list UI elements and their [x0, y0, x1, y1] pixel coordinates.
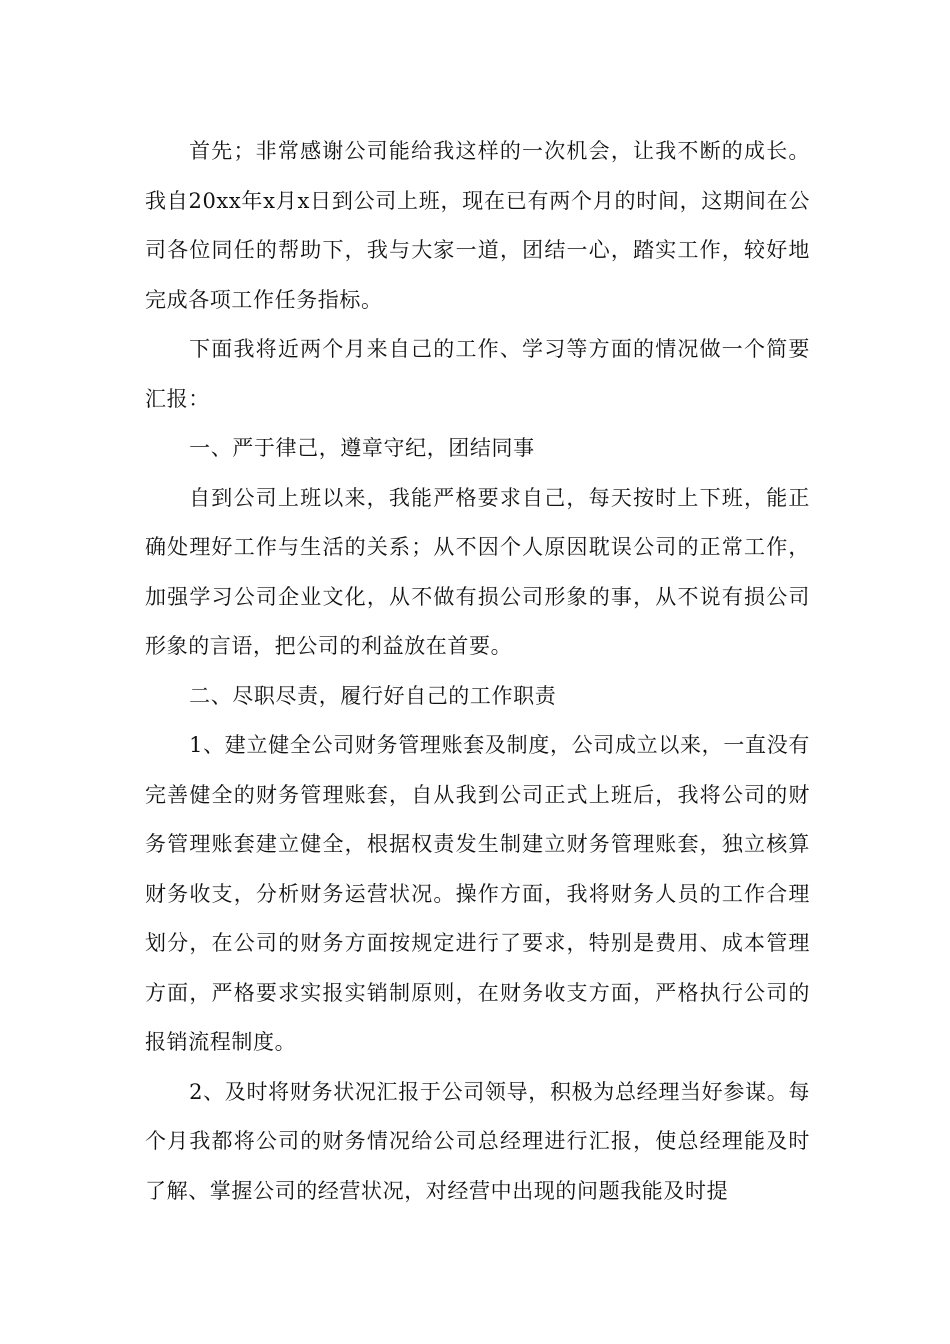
section-heading-duties: 二、尽职尽责，履行好自己的工作职责	[189, 683, 557, 708]
document-body	[145, 127, 810, 1216]
section-heading-discipline: 一、严于律己，遵章守纪，团结同事	[189, 436, 535, 460]
paragraph-discipline: 自到公司上班以来，我能严格要求自己，每天按时上下班，能正确处理好工作与生活的关系；从不因个人原因耽误公司的正常工作，加强学习公司企业文化，从不做有损公司形象的事，从不说有损公司形象的言语，把公司的利益放在首要。	[145, 485, 810, 658]
paragraph-duty-2: 2、及时将财务状况汇报于公司领导，积极为总经理当好参谋。每个月我都将公司的财务情况给公司总经理进行汇报，使总经理能及时了解、掌握公司的经营状况，对经营中出现的问题我能及时提	[145, 1079, 810, 1203]
paragraph-duty-1: 1、建立健全公司财务管理账套及制度，公司成立以来，一直没有完善健全的财务管理账套，自从我到公司正式上班后，我将公司的财务管理账套建立健全，根据权责发生制建立财务管理账套，独立核算财务收支，分析财务运营状况。操作方面，我将财务人员的工作合理划分，在公司的财务方面按规定进行了要求，特别是费用、成本管理方面，严格要求实报实销制原则，在财务收支方面，严格执行公司的报销流程制度。	[145, 733, 810, 1054]
paragraph-summary-lead: 下面我将近两个月来自己的工作、学习等方面的情况做一个简要汇报：	[145, 337, 810, 411]
paragraph-intro: 首先；非常感谢公司能给我这样的一次机会，让我不断的成长。我自20xx年x月x日到公司上班，现在已有两个月的时间，这期间在公司各位同任的帮助下，我与大家一道，团结一心，踏实工作，较好地完成各项工作任务指标。	[145, 139, 810, 312]
